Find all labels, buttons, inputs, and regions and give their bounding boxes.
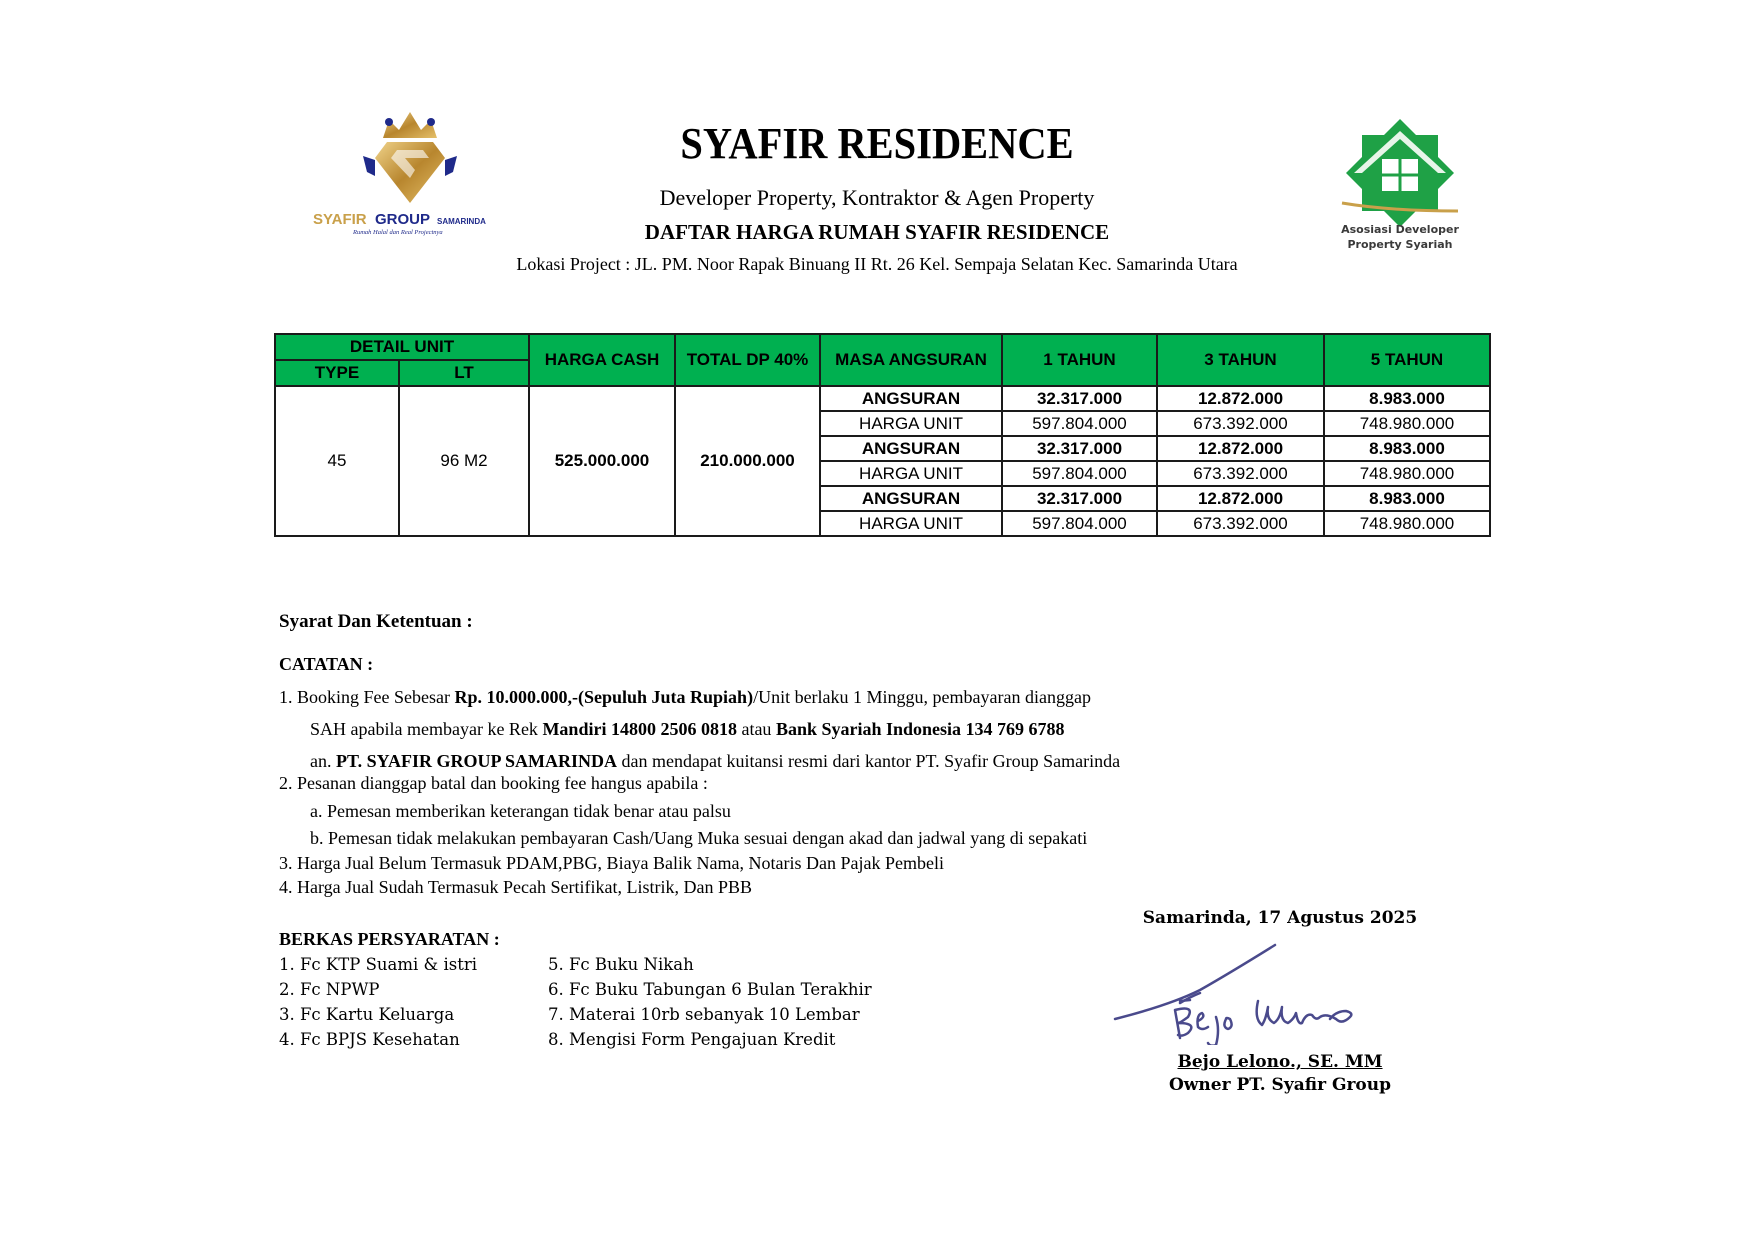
signatory-name: Bejo Lelono., SE. MM xyxy=(1177,1052,1383,1072)
row-label: HARGA UNIT xyxy=(820,511,1002,536)
berkas-item: 5. Fc Buku Nikah xyxy=(548,955,694,974)
table-row xyxy=(275,386,1490,411)
header-masa-angsuran: MASA ANGSURAN xyxy=(820,334,1002,386)
term-item-2b: b. Pemesan tidak melakukan pembayaran Cash/Uang Muka sesuai dengan akad dan jadwal yang di sepakati xyxy=(310,828,1088,848)
project-location: Lokasi Project : JL. PM. Noor Rapak Binuang II Rt. 26 Kel. Sempaja Selatan Kec. Samarinda Utara xyxy=(516,254,1238,274)
row-5-tahun: 8.983.000 xyxy=(1324,436,1490,461)
row-5-tahun: 748.980.000 xyxy=(1324,461,1490,486)
company-subtitle: Developer Property, Kontraktor & Agen Property xyxy=(659,185,1095,210)
row-label: ANGSURAN xyxy=(820,436,1002,461)
term-text: atau xyxy=(736,719,776,739)
row-5-tahun: 748.980.000 xyxy=(1324,411,1490,436)
berkas-item: 8. Mengisi Form Pengajuan Kredit xyxy=(548,1030,836,1049)
term-text: 1. Booking Fee Sebesar xyxy=(279,687,455,707)
term-item-3: 3. Harga Jual Belum Termasuk PDAM,PBG, Biaya Balik Nama, Notaris Dan Pajak Pembeli xyxy=(279,853,944,873)
term-item-2a: a. Pemesan memberikan keterangan tidak benar atau palsu xyxy=(310,801,731,821)
row-3-tahun: 12.872.000 xyxy=(1157,386,1324,411)
term-item-1-line-2 xyxy=(310,719,1065,740)
unit-total-dp: 210.000.000 xyxy=(675,386,820,536)
unit-type: 45 xyxy=(275,386,399,536)
header-harga-cash: HARGA CASH xyxy=(529,334,675,386)
header-lt: LT xyxy=(399,360,529,386)
booking-fee-amount: Rp. 10.000.000,-(Sepuluh Juta Rupiah) xyxy=(454,687,754,707)
term-item-1-line-1 xyxy=(279,687,1091,708)
row-3-tahun: 12.872.000 xyxy=(1157,486,1324,511)
row-3-tahun: 12.872.000 xyxy=(1157,436,1324,461)
row-1-tahun: 32.317.000 xyxy=(1002,436,1157,461)
header-total-dp: TOTAL DP 40% xyxy=(675,334,820,386)
berkas-item: 3. Fc Kartu Keluarga xyxy=(279,1005,455,1024)
header-type: TYPE xyxy=(275,360,399,386)
page-title: SYAFIR RESIDENCE xyxy=(680,119,1074,168)
brand-word-group: GROUP xyxy=(375,211,431,228)
row-3-tahun: 673.392.000 xyxy=(1157,461,1324,486)
row-1-tahun: 597.804.000 xyxy=(1002,511,1157,536)
row-1-tahun: 32.317.000 xyxy=(1002,486,1157,511)
bank-mandiri-account: Mandiri 14800 2506 0818 xyxy=(542,719,737,739)
brand-word-syafir: SYAFIR xyxy=(313,211,367,228)
berkas-item: 7. Materai 10rb sebanyak 10 Lembar xyxy=(548,1005,860,1024)
berkas-title: BERKAS PERSYARATAN : xyxy=(279,929,500,949)
row-5-tahun: 748.980.000 xyxy=(1324,511,1490,536)
association-line1: Asosiasi Developer xyxy=(1341,223,1459,236)
row-5-tahun: 8.983.000 xyxy=(1324,386,1490,411)
bank-bsi-account: Bank Syariah Indonesia 134 769 6788 xyxy=(775,719,1065,739)
header-5-tahun: 5 TAHUN xyxy=(1324,334,1490,386)
berkas-item: 1. Fc KTP Suami & istri xyxy=(279,955,478,974)
row-3-tahun: 673.392.000 xyxy=(1157,511,1324,536)
sign-place-date: Samarinda, 17 Agustus 2025 xyxy=(1142,908,1418,928)
row-1-tahun: 597.804.000 xyxy=(1002,461,1157,486)
header-1-tahun: 1 TAHUN xyxy=(1002,334,1157,386)
row-label: ANGSURAN xyxy=(820,486,1002,511)
signatory-role: Owner PT. Syafir Group xyxy=(1168,1075,1392,1095)
account-holder: PT. SYAFIR GROUP SAMARINDA xyxy=(336,751,618,771)
terms-title: Syarat Dan Ketentuan : xyxy=(279,611,473,632)
brand-tagline: Rumah Halal dan Real Projectnya xyxy=(353,229,443,236)
term-item-2: 2. Pesanan dianggap batal dan booking fee hangus apabila : xyxy=(279,773,708,793)
term-text: /Unit berlaku 1 Minggu, pembayaran dianggap xyxy=(753,687,1091,707)
row-1-tahun: 597.804.000 xyxy=(1002,411,1157,436)
header-detail-unit: DETAIL UNIT xyxy=(275,334,529,360)
row-label: HARGA UNIT xyxy=(820,461,1002,486)
berkas-item: 2. Fc NPWP xyxy=(279,980,380,999)
unit-lt: 96 M2 xyxy=(399,386,529,536)
term-text: SAH apabila membayar ke Rek xyxy=(310,719,543,739)
berkas-item: 6. Fc Buku Tabungan 6 Bulan Terakhir xyxy=(548,980,872,999)
term-text: an. xyxy=(310,751,336,771)
price-table xyxy=(274,333,1491,537)
brand-word-samarinda: SAMARINDA xyxy=(437,217,486,226)
row-label: ANGSURAN xyxy=(820,386,1002,411)
term-text: dan mendapat kuitansi resmi dari kantor PT. Syafir Group Samarinda xyxy=(617,751,1121,771)
term-item-4: 4. Harga Jual Sudah Termasuk Pecah Sertifikat, Listrik, Dan PBB xyxy=(279,877,753,897)
row-1-tahun: 32.317.000 xyxy=(1002,386,1157,411)
association-line2: Property Syariah xyxy=(1347,238,1453,251)
table-header-row-1 xyxy=(275,334,1490,360)
row-3-tahun: 673.392.000 xyxy=(1157,411,1324,436)
unit-harga-cash: 525.000.000 xyxy=(529,386,675,536)
handwritten-signature xyxy=(1110,935,1380,1045)
row-5-tahun: 8.983.000 xyxy=(1324,486,1490,511)
signature-icon xyxy=(1110,935,1380,1045)
berkas-item: 4. Fc BPJS Kesehatan xyxy=(279,1030,460,1049)
catatan-title: CATATAN : xyxy=(279,654,374,674)
row-label: HARGA UNIT xyxy=(820,411,1002,436)
document-title: DAFTAR HARGA RUMAH SYAFIR RESIDENCE xyxy=(644,220,1110,244)
term-item-1-line-3 xyxy=(310,751,1120,772)
header-3-tahun: 3 TAHUN xyxy=(1157,334,1324,386)
